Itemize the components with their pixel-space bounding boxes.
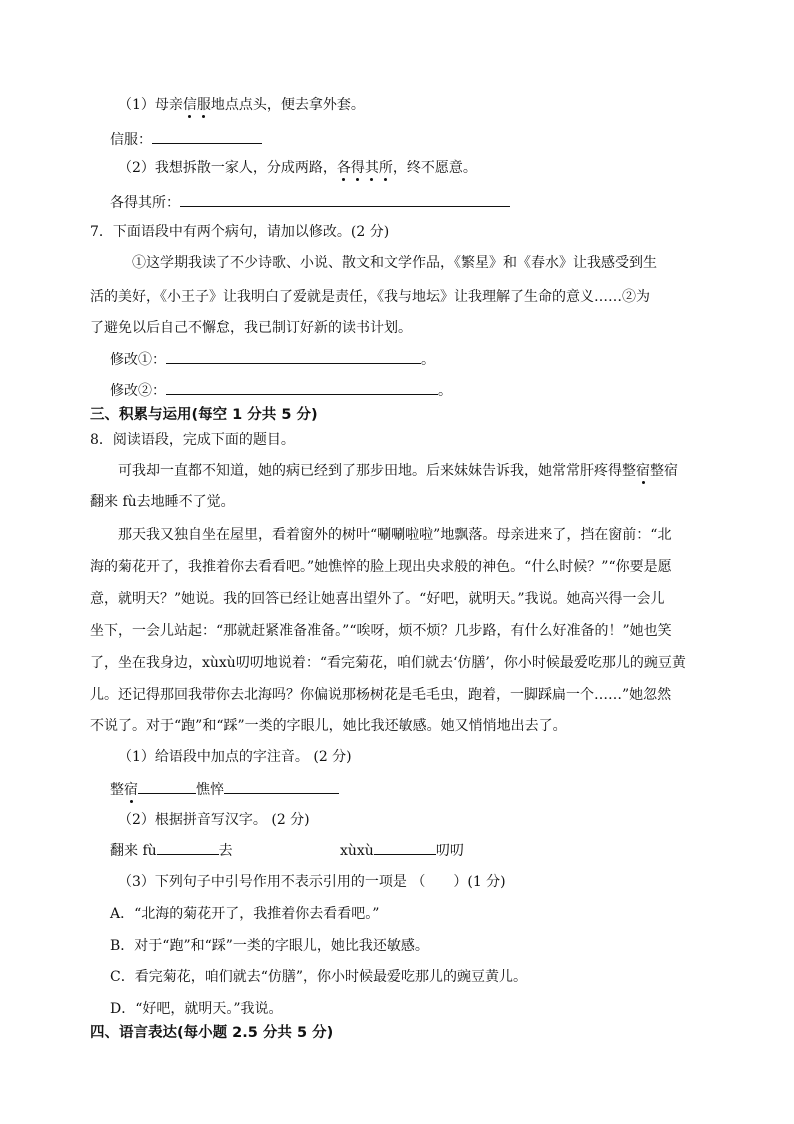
q8-sub1: （1）给语段中加点的字注音。 (2 分) [118,749,352,765]
fix-label: 修改②： [110,383,166,399]
fix-label: 修改①： [110,352,166,368]
option-a[interactable]: A．“北海的菊花开了，我推着你去看看吧。” [110,906,380,922]
text: 憔悴 [196,782,224,798]
q8-p1-line2: 翻来 fù去地睡不了觉。 [90,494,235,510]
option-c[interactable]: C．看完菊花，咱们就去“仿膳”，你小时候最爱吃那儿的豌豆黄儿。 [110,969,528,985]
text: 去 [218,843,233,859]
dotted-char: 得 [350,160,365,176]
answer-label: 各得其所： [110,195,180,211]
answer-label: 信服： [110,132,152,148]
q7-para-line: 了避免以后自己不懈怠，我已制订好新的读书计划。 [90,320,412,336]
q8-p2-line: 儿。还记得那回我带你去北海吗？你偏说那杨树花是毛毛虫，跑着，一脚踩扁一个……”她忽然 [90,687,672,703]
q8-p2-line: 那天我又独自坐在屋里，看着窗外的树叶“唰唰啦啦”地飘落。母亲进来了，挡在窗前：“北 [118,527,672,543]
q8-sub2: （2）根据拼音写汉字。 (2 分) [118,812,310,828]
q6-item2-post: ，终不愿意。 [392,160,477,176]
end-mark: 。 [421,352,435,368]
answer-blank[interactable] [157,840,219,855]
q7-fix1 [110,349,435,370]
text: 翻来 fù [110,843,157,859]
q8-sub2-answer-a [110,840,233,861]
answer-blank[interactable] [166,349,421,364]
answer-blank[interactable] [224,779,339,794]
q8-sub1-answers [110,779,339,800]
q6-item2-pre: （2）我想拆散一家人，分成两路， [118,160,337,176]
text: 可我却一直都不知道，她的病已经到了那步田地。后来妹妹告诉我，她常常肝疼得整 [118,463,636,479]
q6-item1-answer [110,129,262,150]
dotted-char: 宿 [636,463,650,479]
q8-sub3: （3）下列句子中引号作用不表示引用的一项是 （ ）(1 分) [118,874,506,890]
option-d[interactable]: D．“好吧，就明天。”我说。 [110,1001,283,1017]
q8-sub2-answer-b [340,840,464,861]
q8-p2-line: 了，坐在我身边，xùxù叨叨地说着：“看完菊花，咱们就去‘仿膳’，你小时候最爱吃那儿的豌豆黄 [90,655,686,671]
text: 整 [110,782,124,798]
q7-title: 7．下面语段中有两个病句，请加以修改。(2 分) [90,224,390,240]
text: 叨叨 [435,843,464,859]
dotted-char: 信 [182,97,197,113]
q8-title: 8．阅读语段，完成下面的题目。 [90,432,295,448]
answer-blank[interactable] [180,192,510,207]
dotted-char: 其 [364,160,379,176]
q8-p2-line: 坐下，一会儿站起：“那就赶紧准备准备。”“唉呀，烦不烦？几步路，有什么好准备的！”她也笑 [90,623,672,639]
q8-p1-line1 [118,461,678,481]
q7-fix2 [110,380,452,401]
q8-p2-line: 不说了。对于“跑”和“踩”一类的字眼儿，她比我还敏感。她又悄悄地出去了。 [90,718,567,734]
q7-para-line: 活的美好，《小王子》让我明白了爱就是责任，《我与地坛》让我理解了生命的意义……②为 [90,289,650,305]
q6-item1 [118,95,365,115]
q8-p2-line: 海的菊花开了，我推着你去看看吧。”她憔悴的脸上现出央求般的神色。“什么时候？”“你要是愿 [90,559,672,575]
q6-item2 [118,158,477,178]
q6-item1-pre: （1）母亲 [118,97,183,113]
end-mark: 。 [438,383,452,399]
answer-blank[interactable] [152,129,262,144]
section-4-heading: 四、语言表达(每小题 2.5 分共 5 分) [90,1025,334,1041]
text: xùxù [340,843,374,859]
option-b[interactable]: B．对于“跑”和“踩”一类的字眼儿，她比我还敏感。 [110,938,429,954]
dotted-char: 所 [378,160,393,176]
dotted-char: 各 [336,160,351,176]
text: 整宿 [650,463,678,479]
section-3-heading: 三、积累与运用(每空 1 分共 5 分) [90,407,318,423]
q6-item1-post: 地点点头，便去拿外套。 [210,97,365,113]
dotted-char: 宿 [124,782,138,798]
answer-blank[interactable] [166,380,438,395]
answer-blank[interactable] [374,840,436,855]
q6-item2-answer [110,192,510,213]
q8-p2-line: 意，就明天？”她说。我的回答已经让她喜出望外了。“好吧，就明天。”我说。她高兴得一会儿 [90,591,665,607]
answer-blank[interactable] [138,779,196,794]
q7-para-line: ①这学期我读了不少诗歌、小说、散文和文学作品，《繁星》和《春水》让我感受到生 [132,255,657,271]
dotted-char: 服 [196,97,211,113]
